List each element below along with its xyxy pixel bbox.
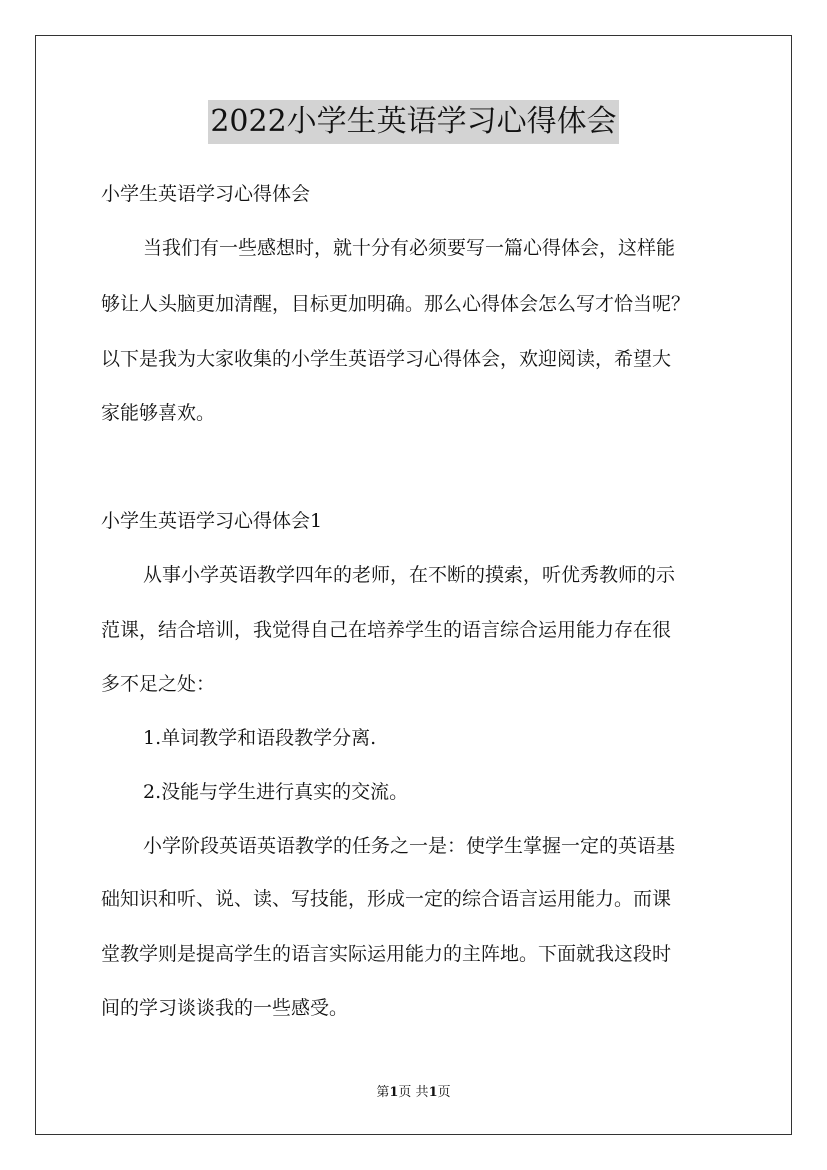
- footer-mid: 页 共: [398, 1085, 429, 1100]
- subtitle: 小学生英语学习心得体会: [101, 183, 311, 205]
- para1-line-1: 从事小学英语教学四年的老师，在不断的摸索，听优秀教师的示: [143, 564, 676, 586]
- para2-line-3: 堂教学则是提高学生的语言实际运用能力的主阵地。下面就我这段时: [101, 943, 672, 965]
- intro-line-2: 够让人头脑更加清醒，目标更加明确。那么心得体会怎么写才恰当呢？: [101, 293, 691, 315]
- section-heading: 小学生英语学习心得体会1: [101, 510, 323, 532]
- footer-suffix: 页: [437, 1085, 451, 1100]
- para2-line-4: 间的学习谈谈我的一些感受。: [101, 997, 349, 1019]
- footer-page-number: 1: [389, 1085, 399, 1100]
- para1-line-2: 范课，结合培训，我觉得自己在培养学生的语言综合运用能力存在很: [101, 619, 672, 641]
- para2-line-2: 础知识和听、说、读、写技能，形成一定的综合语言运用能力。而课: [101, 888, 672, 910]
- document-title: 2022小学生英语学习心得体会: [208, 100, 618, 144]
- list-item-2: 2.没能与学生进行真实的交流。: [143, 781, 409, 803]
- intro-line-1: 当我们有一些感想时，就十分有必须要写一篇心得体会，这样能: [143, 237, 676, 259]
- page-footer: [0, 1084, 827, 1102]
- footer-prefix: 第: [376, 1085, 390, 1100]
- intro-line-3: 以下是我为大家收集的小学生英语学习心得体会，欢迎阅读，希望大: [101, 348, 672, 370]
- intro-line-4: 家能够喜欢。: [101, 402, 216, 424]
- title-container: [0, 100, 827, 144]
- list-item-1: 1.单词教学和语段教学分离.: [143, 727, 377, 749]
- para2-line-1: 小学阶段英语英语教学的任务之一是：使学生掌握一定的英语基: [143, 835, 676, 857]
- para1-line-3: 多不足之处：: [101, 673, 216, 695]
- footer-total-pages: 1: [428, 1085, 438, 1100]
